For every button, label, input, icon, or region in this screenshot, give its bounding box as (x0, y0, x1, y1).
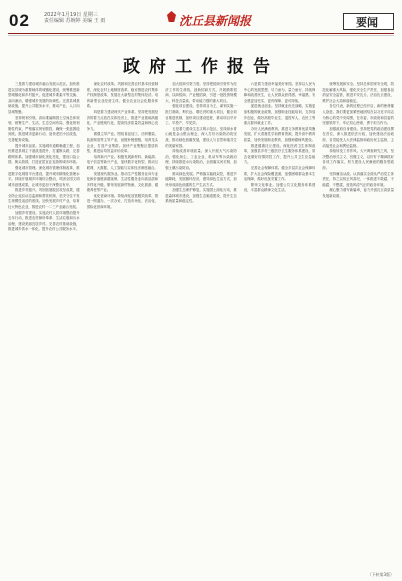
paragraph: 推动绿色发展。严格落实能耗双控，推进节能降耗，发展循环经济，倡导绿色生活方式，加快形成绿色低碳的生产生活方式。 (165, 171, 237, 187)
paragraph: 加强生态保护修复。实施国土绿化行动，推进森林城市建设，加强生态廊道建设，提升生态系统质量和稳定性。 (165, 188, 237, 204)
paragraph: 做强主导产业。围绕食品加工、纺织服装、装备制造等主导产业，延链补链强链，培育龙头企业，打造产业集群。加快产业集聚区提质转型，推进亩均效益评价改革。 (86, 132, 159, 154)
paragraph: 办好人民满意教育。推进义务教育优质均衡发展，扩大普惠性学前教育资源，提升高中教育质量，加快发展职业教育，加强师德师风建设。 (243, 126, 316, 142)
paragraph: 五是着力建设生态文明示范区。坚持绿水青山就是金山银山理念，深入打好污染防治攻坚战，推动绿色低碳发展，建设人与自然和谐共生的美丽家园。 (165, 126, 237, 148)
page-meta (44, 12, 105, 24)
paragraph: 强化城市管理。深化城市管理体制改革，推进数字化城管平台建设，提升城市精细化管理水平。持续开展城乡环境综合整治，巩固全国文明城市创建成果，让城市更加干净整洁有序。 (8, 165, 80, 187)
paragraph: 推进乡村振兴。巩固拓展脱贫攻坚成果，健全防止返贫动态监测和帮扶机制，坚决守住不发生规模性返贫的底线。加快发展乡村产业，培育壮大特色农业，推进农村一二三产业融合发展。 (8, 188, 80, 210)
header-rule (8, 33, 394, 34)
paragraph: 完善社会保障体系。健全多层次社会保障体系，扩大社会保险覆盖面，加强困难群众基本生活保障，做好优抚安置工作。 (243, 165, 316, 182)
paragraph: 推进健康沈丘建设。深化医药卫生体制改革，加强县乡村三级医疗卫生服务体系建设，常态化做好疫情防控工作，提升公共卫生应急能力。 (243, 143, 316, 165)
paragraph: 各位代表，新的征程已经开启，新的使命催人奋进。我们要更加紧密地团结在以习近平同志为核心的党中央周围，在市委、市政府和县委的坚强领导下，牢记初心使命，勇于担当作为。 (322, 104, 394, 126)
newspaper-logo: 沈丘县新闻报 (179, 14, 252, 28)
date-line: 2022年1月19日 星期三 (44, 12, 98, 18)
editor-line: 责任编辑 苏婉婷 美编 王 雨 (44, 18, 106, 24)
paragraph: 三是着力建设城乡融合发展示范区。加快推进以县城为重要载体的城镇化建设，统筹推进新型城镇化和乡村振兴，促进城乡要素平等交换、双向流动，增强城乡发展的协调性。完善县城基础设施，提升公共服务水平，推动产业、人口向县城集聚。 (8, 82, 80, 114)
article-column-1 (8, 82, 80, 577)
paragraph: 凝心聚力谱写新篇章，奋力开创沈丘高质量发展新局面。 (322, 188, 394, 198)
section-label: 要闻 (356, 16, 378, 29)
paragraph: 促进就业创业。坚持就业优先战略，实施更加积极的就业政策，加强职业技能培训，支持返乡创业，做好高校毕业生、退役军人、农民工等重点群体就业工作。 (243, 104, 316, 126)
paragraph: 加强乡村建设。实施农村人居环境整治提升五年行动，推进农村厕所革命、生活垃圾和污水治理，建设美丽宜居乡村。完善农村基础设施，推进城乡供水一体化，提升农村公共服务水平。 (8, 210, 80, 232)
paragraph: 加大招商引资力度。坚持把招商引资作为经济工作的生命线，创新招商方式，开展精准招商、以商招商、产业链招商，引进一批投资规模大、科技含量高、带动能力强的重大项目。 (165, 82, 237, 103)
continued-note: （下转第3版） (367, 572, 394, 577)
paragraph: 坚持廉洁从政。认真落实全面从严治党主体责任，持之以恒正风肃纪，一体推进不敢腐、不能腐、不想腐，营造风清气正的政务环境。 (322, 171, 394, 187)
paragraph: 持续改善环境质量。深入开展大气污染防治，强化扬尘、工业企业、机动车等污染源治理，持续推进水污染防治，全面落实河长制，加强土壤污染防治。 (165, 149, 237, 170)
paragraph: 坚持规划引领。高标准编制国土空间总体规划，统筹生产、生活、生态空间布局，强化规划刚性约束，严格落实规划管控，确保一张蓝图绘到底。推进城市更新行动，加快老旧小区改造，完善配套设施。 (8, 115, 80, 142)
article-body (8, 82, 394, 577)
article-headline: 政府工作报告 (123, 57, 279, 77)
article-column-4 (244, 82, 316, 577)
paragraph: 优化营商环境。持续深化放管服效改革，推进一网通办、一次办妥，打造市场化、法治化、国际化营商环境。 (86, 193, 159, 210)
paragraph: 提升城市品质。实施城市道路畅通工程，加快推进县城主干道改造提升，打通断头路，完善路网体系。加强城市绿化美化亮化，建设口袋公园、街头游园，打造宜居宜业宜游的城市环境。 (8, 143, 80, 165)
header-rule-thin (8, 35, 394, 36)
masthead (0, 0, 402, 34)
article-column-5 (322, 82, 394, 577)
paragraph: 强化项目建设。坚持项目为王，谋划实施一批打基础、利长远、增后劲的重大项目，健全项目推进机制，加快项目建设进度，推动项目早开工、早投产、早见效。 (165, 104, 237, 126)
article-column-2 (87, 82, 159, 577)
paragraph: 繁荣文化事业。加强公共文化服务体系建设，丰富群众精神文化生活。 (243, 182, 316, 193)
newspaper-logo-icon (167, 11, 176, 22)
paragraph: 深化农村改革。巩固和完善农村基本经营制度，深化农村土地制度改革，稳妥推进农村集体产权制度改革，发展壮大新型农村集体经济。培育新型农业经营主体，健全农业社会化服务体系。 (86, 82, 159, 109)
page-number: 02 (9, 11, 30, 30)
paragraph: 统筹发展和安全。坚持总体国家安全观，防范化解重大风险，强化安全生产责任，加强食品药品安全监管，推进平安沈丘、法治沈丘建设，维护社会大局和谐稳定。 (322, 82, 394, 103)
paragraph: 培育新兴产业。积极发展新材料、新能源、电子信息等新兴产业，加快数字化转型，推动互联网、大数据、人工智能与实体经济深度融合。 (86, 154, 159, 170)
article-column-3 (165, 82, 237, 577)
paragraph: 加强政府自身建设。坚持把党的政治建设摆在首位，深入推进依法行政，加快建设法治政府，自觉接受人大法律监督和政协民主监督，主动接受社会和舆论监督。 (322, 126, 394, 148)
paragraph: 六是着力建设幸福美好家园。坚持以人民为中心的发展思想，尽力而为、量力而行，持续保障和改善民生，让人民群众获得感、幸福感、安全感更加充实、更有保障、更可持续。 (243, 82, 316, 103)
paragraph: 四是着力建设现代产业体系。坚持把发展经济的着力点放在实体经济上，推进产业基础高级化、产业链现代化，提高经济质量效益和核心竞争力。 (86, 109, 159, 131)
paragraph: 持续转变工作作风。大兴调查研究之风，坚决整治形式主义、官僚主义，以钉钉子精神抓好各项工作落实，努力建设人民满意的服务型政府。 (322, 149, 394, 170)
paragraph: 发展现代服务业。推动生产性服务业向专业化和价值链高端延伸，生活性服务业向高品质和多样化升级，繁荣发展商贸物流、文化旅游、健康养老等产业。 (86, 171, 159, 193)
